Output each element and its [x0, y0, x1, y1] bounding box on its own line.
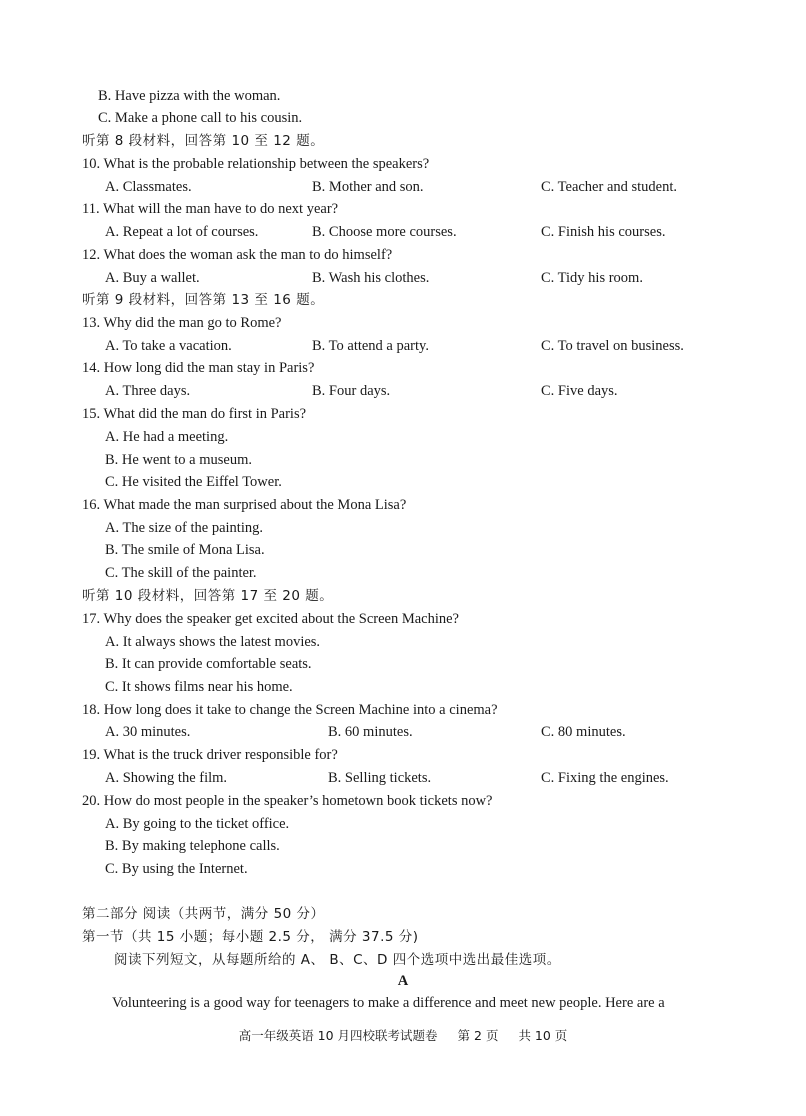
option-15b: B. He went to a museum. [105, 452, 252, 468]
passage-label: A [397, 973, 409, 989]
option-14b: B. Four days. [312, 383, 391, 399]
option-18b: B. 60 minutes. [328, 724, 413, 740]
question-18: 18. How long does it take to change the Screen Machine into a cinema? [82, 702, 498, 718]
option-18a: A. 30 minutes. [105, 724, 191, 740]
question-10: 10. What is the probable relationship between the speakers? [82, 156, 430, 172]
option-13b: B. To attend a party. [312, 338, 429, 354]
question-15: 15. What did the man do first in Paris? [82, 406, 307, 422]
listening-header-10: 听第 10 段材料，回答第 17 至 20 题。 [82, 588, 334, 604]
question-13: 13. Why did the man go to Rome? [82, 315, 282, 331]
option-16a: A. The size of the painting. [105, 520, 263, 536]
page-footer [0, 1026, 806, 1044]
option-14c: C. Five days. [541, 383, 618, 399]
option-9b: B. Have pizza with the woman. [98, 88, 281, 104]
section1-title: 第一节（共 15 小题；每小题 2.5 分， 满分 37.5 分) [82, 929, 419, 945]
option-10b: B. Mother and son. [312, 179, 424, 195]
option-20b: B. By making telephone calls. [105, 838, 280, 854]
footer-page-number: 第 2 页 [457, 1028, 499, 1043]
option-19b: B. Selling tickets. [328, 770, 432, 786]
footer-exam-title: 高一年级英语 10 月四校联考试题卷 [238, 1028, 438, 1043]
option-16b: B. The smile of Mona Lisa. [105, 542, 265, 558]
passage-text: Volunteering is a good way for teenagers to make a difference and meet new people. Here are a [112, 995, 665, 1011]
question-14: 14. How long did the man stay in Paris? [82, 360, 315, 376]
option-11b: B. Choose more courses. [312, 224, 457, 240]
question-20: 20. How do most people in the speaker’s hometown book tickets now? [82, 793, 493, 809]
option-20a: A. By going to the ticket office. [105, 816, 290, 832]
footer-total-pages: 共 10 页 [518, 1028, 568, 1043]
option-15c: C. He visited the Eiffel Tower. [105, 474, 282, 490]
option-16c: C. The skill of the painter. [105, 565, 257, 581]
option-11a: A. Repeat a lot of courses. [105, 224, 259, 240]
question-11: 11. What will the man have to do next year? [82, 201, 339, 217]
option-19c: C. Fixing the engines. [541, 770, 669, 786]
option-15a: A. He had a meeting. [105, 429, 229, 445]
question-19: 19. What is the truck driver responsible for? [82, 747, 338, 763]
option-17c: C. It shows films near his home. [105, 679, 293, 695]
option-10c: C. Teacher and student. [541, 179, 678, 195]
option-13a: A. To take a vacation. [105, 338, 232, 354]
option-17b: B. It can provide comfortable seats. [105, 656, 312, 672]
question-17: 17. Why does the speaker get excited about the Screen Machine? [82, 611, 459, 627]
option-11c: C. Finish his courses. [541, 224, 666, 240]
option-9c: C. Make a phone call to his cousin. [98, 110, 303, 126]
option-19a: A. Showing the film. [105, 770, 228, 786]
option-10a: A. Classmates. [105, 179, 192, 195]
listening-header-8: 听第 8 段材料，回答第 10 至 12 题。 [82, 133, 325, 149]
option-13c: C. To travel on business. [541, 338, 684, 354]
reading-instruction: 阅读下列短文，从每题所给的 A、 B、C、D 四个选项中选出最佳选项。 [114, 952, 561, 968]
option-20c: C. By using the Internet. [105, 861, 248, 877]
option-12c: C. Tidy his room. [541, 270, 643, 286]
question-12: 12. What does the woman ask the man to do himself? [82, 247, 393, 263]
part2-title: 第二部分 阅读（共两节，满分 50 分） [82, 906, 325, 922]
option-14a: A. Three days. [105, 383, 191, 399]
option-12b: B. Wash his clothes. [312, 270, 430, 286]
option-12a: A. Buy a wallet. [105, 270, 200, 286]
option-18c: C. 80 minutes. [541, 724, 626, 740]
option-17a: A. It always shows the latest movies. [105, 634, 321, 650]
listening-header-9: 听第 9 段材料，回答第 13 至 16 题。 [82, 292, 325, 308]
question-16: 16. What made the man surprised about the Mona Lisa? [82, 497, 407, 513]
